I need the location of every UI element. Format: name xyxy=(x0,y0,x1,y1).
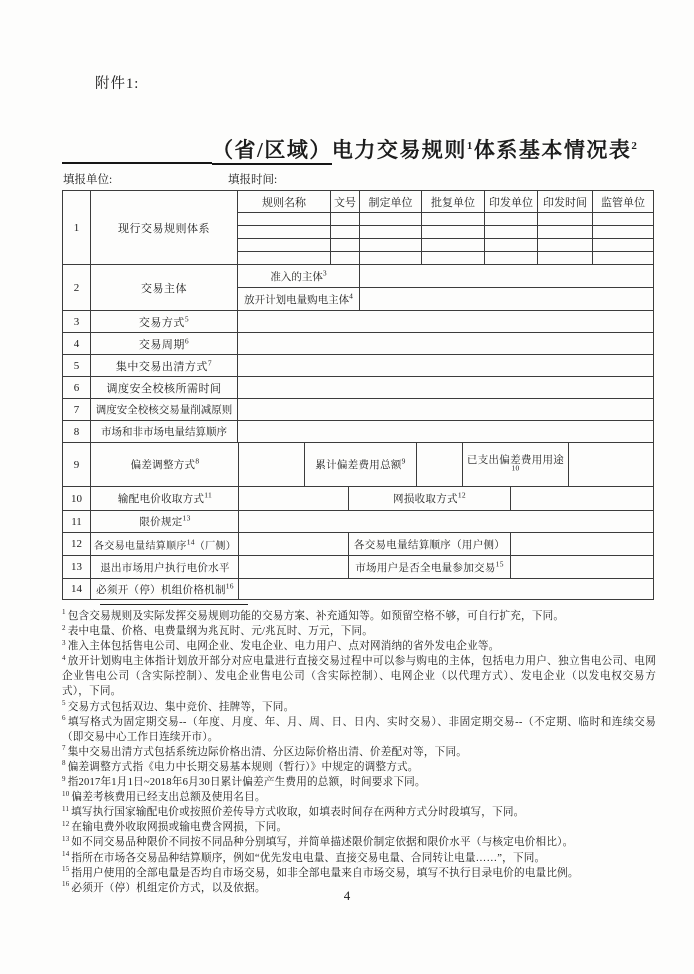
blank-cell xyxy=(485,239,538,252)
reporting-unit-label: 填报单位: xyxy=(63,174,113,186)
row-label: 输配电价收取方式$^{11}$ xyxy=(92,487,239,510)
column-header: 印发时间 xyxy=(538,191,593,213)
row-content xyxy=(91,556,654,579)
footnote-11: $^{11}$ 填写执行国家输配电价或按照价差传导方式收取，如填表时间存在两种方式分时段填写，下同。 xyxy=(62,804,525,819)
row-number: 1 xyxy=(63,191,91,265)
blank-cell xyxy=(238,213,331,226)
blank-cell xyxy=(239,556,349,578)
column-header: 批复单位 xyxy=(422,191,485,213)
page-number: 4 xyxy=(343,888,351,903)
row-content xyxy=(91,533,654,556)
blank-cell xyxy=(422,213,485,226)
row-label: 各交易电量结算顺序$^{14}$（厂侧） xyxy=(92,533,239,555)
table-row xyxy=(63,355,654,377)
blank-cell xyxy=(417,443,463,486)
footnote-12: $^{12}$ 在输电费外收取网损或输电费含网损，下同。 xyxy=(62,819,288,834)
footnote-9: $^9$ 指2017年1月1日~2018年6月30日累计偏差产生费用的总额，时间要求下同。 xyxy=(62,774,426,789)
footnote-10: $^{10}$ 偏差考核费用已经支出总额及使用名目。 xyxy=(62,789,266,804)
row-label: 限价规定$^{13}$ xyxy=(92,511,239,532)
column-header: 印发单位 xyxy=(485,191,538,213)
row-number: 2 xyxy=(63,265,91,311)
footnote-13: $^{13}$ 如不同交易品种限价不同按不同品种分别填写，并简单描述限价制定依据和限价水平（与核定电价相比）。 xyxy=(62,834,574,849)
blank-cell xyxy=(593,239,654,252)
footnote-2: $^2$ 表中电量、价格、电费量纲为兆瓦时、元/兆瓦时、万元，下同。 xyxy=(62,623,374,638)
row-label: 市场和非市场电量结算顺序 xyxy=(91,421,238,443)
table-row xyxy=(63,443,654,487)
row-label: 交易周期$^6$ xyxy=(91,333,238,355)
row-number: 5 xyxy=(63,355,91,377)
table-row xyxy=(63,333,654,355)
blank-cell xyxy=(331,226,360,239)
blank-cell xyxy=(331,252,360,265)
footnote-5: $^5$ 交易方式包括双边、集中竞价、挂牌等，下同。 xyxy=(62,699,295,713)
table-row xyxy=(63,556,654,579)
table-row xyxy=(63,377,654,399)
blank-cell xyxy=(239,511,652,532)
sub-label: 放开计划电量购电主体$^4$ xyxy=(238,288,360,311)
row-number: 12 xyxy=(63,533,91,556)
row-number: 14 xyxy=(63,579,91,600)
table-row xyxy=(63,487,654,511)
sub-label: 市场用户是否全电量参加交易$^{15}$ xyxy=(349,556,511,578)
blank-cell xyxy=(511,556,652,578)
blank-cell xyxy=(485,226,538,239)
table-row xyxy=(63,399,654,421)
row-number: 3 xyxy=(63,311,91,333)
blank-cell xyxy=(593,213,654,226)
row-number: 8 xyxy=(63,421,91,443)
row-number: 9 xyxy=(63,443,91,487)
row-label: 交易方式$^5$ xyxy=(91,311,238,333)
blank-cell xyxy=(593,252,654,265)
blank-cell xyxy=(538,226,593,239)
blank-cell xyxy=(239,487,349,510)
footnote-15: $^{15}$ 指用户使用的全部电量是否均自市场交易，如非全部电量来自市场交易，填写不执行目录电价的电量比例。 xyxy=(62,865,579,879)
blank-cell xyxy=(238,252,331,265)
blank-cell xyxy=(238,239,331,252)
footnote-14: $^{14}$ 指所在市场各交易品种结算顺序，例如“优先发电电量、直接交易电量、合同转让电量……”，下同。 xyxy=(62,849,546,864)
footnotes-section xyxy=(62,604,656,896)
column-header: 规则名称 xyxy=(238,191,331,213)
column-header: 文号 xyxy=(331,191,360,213)
title-sup1: 1 xyxy=(466,140,474,152)
blank-cell xyxy=(238,355,654,377)
page-title xyxy=(62,134,654,164)
title-sup2: 2 xyxy=(631,140,639,152)
blank-cell xyxy=(511,533,652,555)
form-meta xyxy=(63,171,655,187)
blank-cell xyxy=(360,288,654,311)
blank-cell xyxy=(538,213,593,226)
row-label: 退出市场用户执行电价水平 xyxy=(92,556,239,578)
title-region: （省/区域） xyxy=(212,138,332,165)
blank-cell xyxy=(360,239,422,252)
column-header: 监管单位 xyxy=(593,191,654,213)
blank-cell xyxy=(360,252,422,265)
blank-cell xyxy=(331,239,360,252)
blank-cell xyxy=(238,399,654,421)
row-label: 必须开（停）机组价格机制$^{16}$ xyxy=(92,579,239,599)
footnote-1: $^1$ 包含交易规则及实际发挥交易规则功能的交易方案、补充通知等。如预留空格不够，可自行扩充，下同。 xyxy=(62,608,565,622)
blank-cell xyxy=(238,226,331,239)
blank-cell xyxy=(485,213,538,226)
table-row xyxy=(63,511,654,533)
sub-label: 累计偏差费用总额$^9$ xyxy=(305,443,417,486)
footnote-4: $^4$ 放开计划购电主体指计划放开部分对应电量进行直接交易过程中可以参与购电的主体，包括电力用户、独立售电公司、电网企业售电公司（含实际控制）、发电企业售电公司（含实际控制）、电网企业（以代理方式）、发电企业（以发电权交易方式），下同。 xyxy=(62,653,656,698)
footnote-separator xyxy=(100,604,248,605)
rules-table xyxy=(62,190,654,600)
blank-cell xyxy=(511,487,652,510)
title-part1: 电力交易规则 xyxy=(331,138,467,162)
blank-cell xyxy=(485,252,538,265)
attachment-label: 附件1: xyxy=(95,76,140,92)
blank-cell xyxy=(422,239,485,252)
table-row xyxy=(63,311,654,333)
sub-label: 已支出偏差费用用途$^{10}$ xyxy=(463,443,569,486)
row-label: 现行交易规则体系 xyxy=(91,191,238,265)
footnote-16: $^{16}$ 必须开（停）机组定价方式，以及依据。 xyxy=(62,880,266,894)
table-row xyxy=(63,265,654,288)
blank-cell xyxy=(239,533,349,555)
row-content xyxy=(91,579,654,600)
row-label: 偏差调整方式$^8$ xyxy=(92,443,239,486)
row-label: 调度安全校核交易量削减原则 xyxy=(91,399,238,421)
row-content xyxy=(91,487,654,511)
blank-cell xyxy=(360,213,422,226)
province-blank-underline xyxy=(62,142,212,164)
row-number: 13 xyxy=(63,556,91,579)
sub-label: 网损收取方式$^{12}$ xyxy=(349,487,511,510)
blank-cell xyxy=(593,226,654,239)
table-row xyxy=(63,421,654,443)
row-number: 7 xyxy=(63,399,91,421)
row-label: 集中交易出清方式$^7$ xyxy=(91,355,238,377)
blank-cell xyxy=(238,421,654,443)
title-part2: 体系基本情况表 xyxy=(473,138,632,162)
footnote-6: $^6$ 填写格式为固定期交易--（年度、月度、年、月、周、日、日内、实时交易）、非固定期交易--（不定期、临时和连续交易（即交易中心工作日连续开市）。 xyxy=(62,714,656,743)
blank-cell xyxy=(239,443,305,486)
blank-cell xyxy=(360,226,422,239)
row-number: 4 xyxy=(63,333,91,355)
blank-cell xyxy=(538,239,593,252)
row-content xyxy=(91,443,654,487)
footnote-7: $^7$ 集中交易出清方式包括系统边际价格出清、分区边际价格出清、价差配对等，下同。 xyxy=(62,744,468,758)
sub-label: 准入的主体$^3$ xyxy=(238,265,360,288)
blank-cell xyxy=(238,311,654,333)
column-header: 制定单位 xyxy=(360,191,422,213)
blank-cell xyxy=(569,443,652,486)
row-number: 10 xyxy=(63,487,91,511)
sub-label: 各交易电量结算顺序（用户侧） xyxy=(349,533,511,555)
table-row xyxy=(63,533,654,556)
blank-cell xyxy=(360,265,654,288)
blank-cell xyxy=(422,226,485,239)
row-content xyxy=(91,511,654,533)
table-row xyxy=(63,579,654,600)
blank-cell xyxy=(331,213,360,226)
reporting-time-label: 填报时间: xyxy=(228,174,278,186)
row-label: 调度安全校核所需时间 xyxy=(91,377,238,399)
footnote-8: $^8$ 偏差调整方式指《电力中长期交易基本规则（暂行）》中规定的调整方式。 xyxy=(62,759,419,773)
table-row xyxy=(63,191,654,213)
blank-cell xyxy=(238,377,654,399)
row-number: 6 xyxy=(63,377,91,399)
blank-cell xyxy=(422,252,485,265)
row-label: 交易主体 xyxy=(91,265,238,311)
blank-cell xyxy=(538,252,593,265)
footnote-3: $^3$ 准入主体包括售电公司、电网企业、发电企业、电力用户、点对网消纳的省外发电企业等。 xyxy=(62,638,500,653)
blank-cell xyxy=(238,333,654,355)
row-number: 11 xyxy=(63,511,91,533)
blank-cell xyxy=(239,579,652,599)
